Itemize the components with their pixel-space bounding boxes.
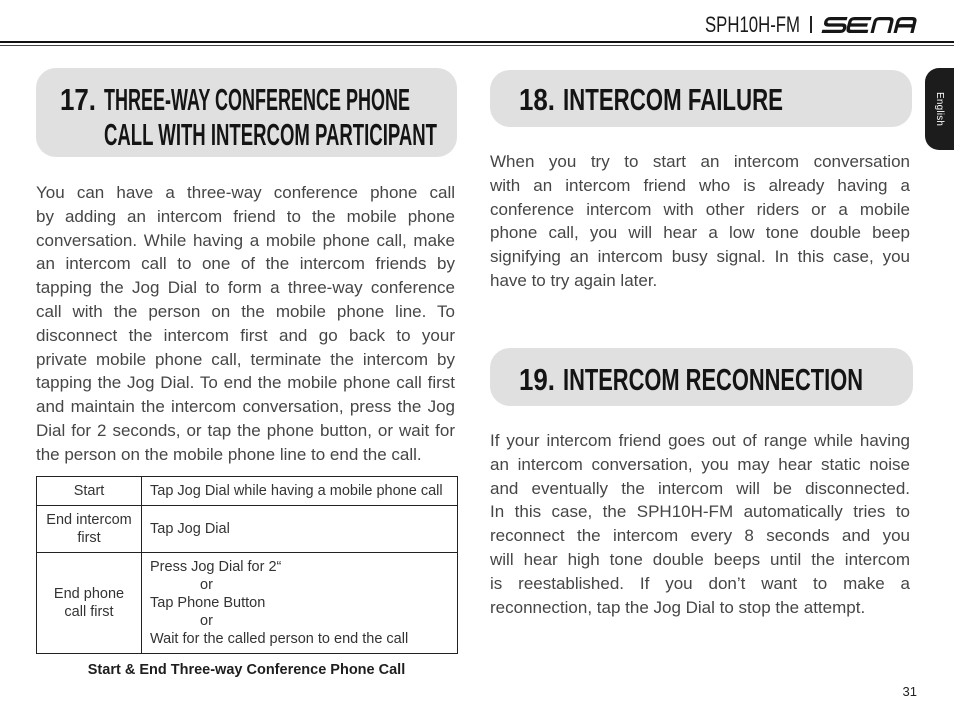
body-line: In this case, the SPH10H-FM automatically tries to xyxy=(490,502,910,522)
model-name-text: SPH10H-FM xyxy=(705,12,800,37)
section-title-line: INTERCOM RECONNECTION xyxy=(563,363,863,397)
body-line: with an intercom friend who is already having a xyxy=(490,175,910,195)
table-cell-action: End intercom first xyxy=(37,506,142,553)
language-tab-label: English xyxy=(934,91,945,127)
body-line: and eventually the intercom will be disconnected. xyxy=(490,478,910,498)
logo-letter-e xyxy=(848,19,872,32)
body-line: an intercom conversation, you may hear static noise xyxy=(490,454,910,474)
page-number: 31 xyxy=(902,684,917,699)
section-number: 17. xyxy=(60,83,96,117)
instruction-line: Wait for the called person to end the call xyxy=(150,631,409,647)
section-19-body xyxy=(490,429,910,619)
table-cell-action: End phone call first xyxy=(37,553,142,654)
section-18-body xyxy=(490,150,910,293)
body-line: the person on the mobile phone line to end the call. xyxy=(36,444,422,464)
section-title-line: THREE-WAY CONFERENCE PHONE xyxy=(104,83,410,117)
section-number: 18. xyxy=(519,83,555,117)
table-row xyxy=(37,506,458,553)
table-cell-instruction xyxy=(142,553,458,654)
header-rule-thick xyxy=(0,41,954,43)
logo-letter-a xyxy=(895,19,915,33)
body-line: call with the person on the mobile phone line. To xyxy=(36,301,455,321)
table-cell-action: Start xyxy=(37,477,142,506)
logo-letter-n xyxy=(872,19,892,33)
body-line: disconnect the intercom first and go back to your xyxy=(36,325,455,345)
logo-letter-s xyxy=(822,19,847,32)
section-18-heading-text xyxy=(490,70,912,127)
body-line: have to try again later. xyxy=(490,270,658,290)
body-line: will hear high tone double beeps until the intercom xyxy=(490,549,910,569)
section-17-body xyxy=(36,181,455,467)
body-line: reconnection, tap the Jog Dial to stop the attempt. xyxy=(490,597,866,617)
section-19-heading-text xyxy=(490,348,913,406)
conference-call-table xyxy=(36,476,458,654)
instruction-line: Tap Phone Button xyxy=(150,595,266,611)
table-cell-instruction xyxy=(142,477,458,506)
body-line: phone call, you will hear a low tone double beep xyxy=(490,223,910,243)
model-name xyxy=(700,8,810,38)
body-line: by adding an intercom friend to the mobile phone xyxy=(36,206,455,226)
instruction-line: Press Jog Dial for 2“ xyxy=(150,559,282,575)
instruction-or: or xyxy=(200,613,213,629)
table-row xyxy=(37,477,458,506)
body-line: is reestablished. If you don’t want to make a xyxy=(490,573,910,593)
instruction-or: or xyxy=(200,577,213,593)
sena-logo xyxy=(820,15,920,35)
body-line: tapping the Jog Dial to form a three-way conference xyxy=(36,278,455,298)
body-line: tapping the Jog Dial. To end the mobile phone call first xyxy=(36,373,455,393)
table-cell-instruction xyxy=(142,506,458,553)
language-tab xyxy=(925,68,954,150)
body-line: conversation. While having a mobile phone call, make xyxy=(36,230,455,250)
body-line: an intercom call to one of the intercom friends by xyxy=(36,254,455,274)
body-line: conference intercom with other riders or a mobile xyxy=(490,199,910,219)
section-number: 19. xyxy=(519,363,555,397)
section-title-line: CALL WITH INTERCOM PARTICIPANT xyxy=(104,118,438,152)
body-line: signifying an intercom busy signal. In this case, you xyxy=(490,247,910,267)
section-17-heading xyxy=(36,68,457,157)
body-line: and maintain the intercom conversation, press the Jog xyxy=(36,397,455,417)
section-17-heading-text xyxy=(36,68,457,157)
body-line: When you try to start an intercom conversation xyxy=(490,152,910,171)
body-line: private mobile phone call, terminate the intercom by xyxy=(36,349,455,369)
table-caption: Start & End Three-way Conference Phone Call xyxy=(87,662,406,678)
table-row xyxy=(37,553,458,654)
instruction-line: Tap Jog Dial while having a mobile phone call xyxy=(150,483,443,499)
section-19-heading xyxy=(490,348,913,406)
instruction-line: Tap Jog Dial xyxy=(150,521,230,537)
header-rule-thin xyxy=(0,45,954,46)
body-line: reconnect the intercom every 8 seconds and you xyxy=(490,526,910,546)
body-line: Dial for 2 seconds, or tap the phone button, or wait for xyxy=(36,420,455,440)
header-divider xyxy=(810,16,812,33)
body-line: If your intercom friend goes out of range while having xyxy=(490,431,910,450)
body-line: You can have a three-way conference phone call xyxy=(36,183,455,202)
section-18-heading xyxy=(490,70,912,127)
section-title-line: INTERCOM FAILURE xyxy=(563,83,783,117)
